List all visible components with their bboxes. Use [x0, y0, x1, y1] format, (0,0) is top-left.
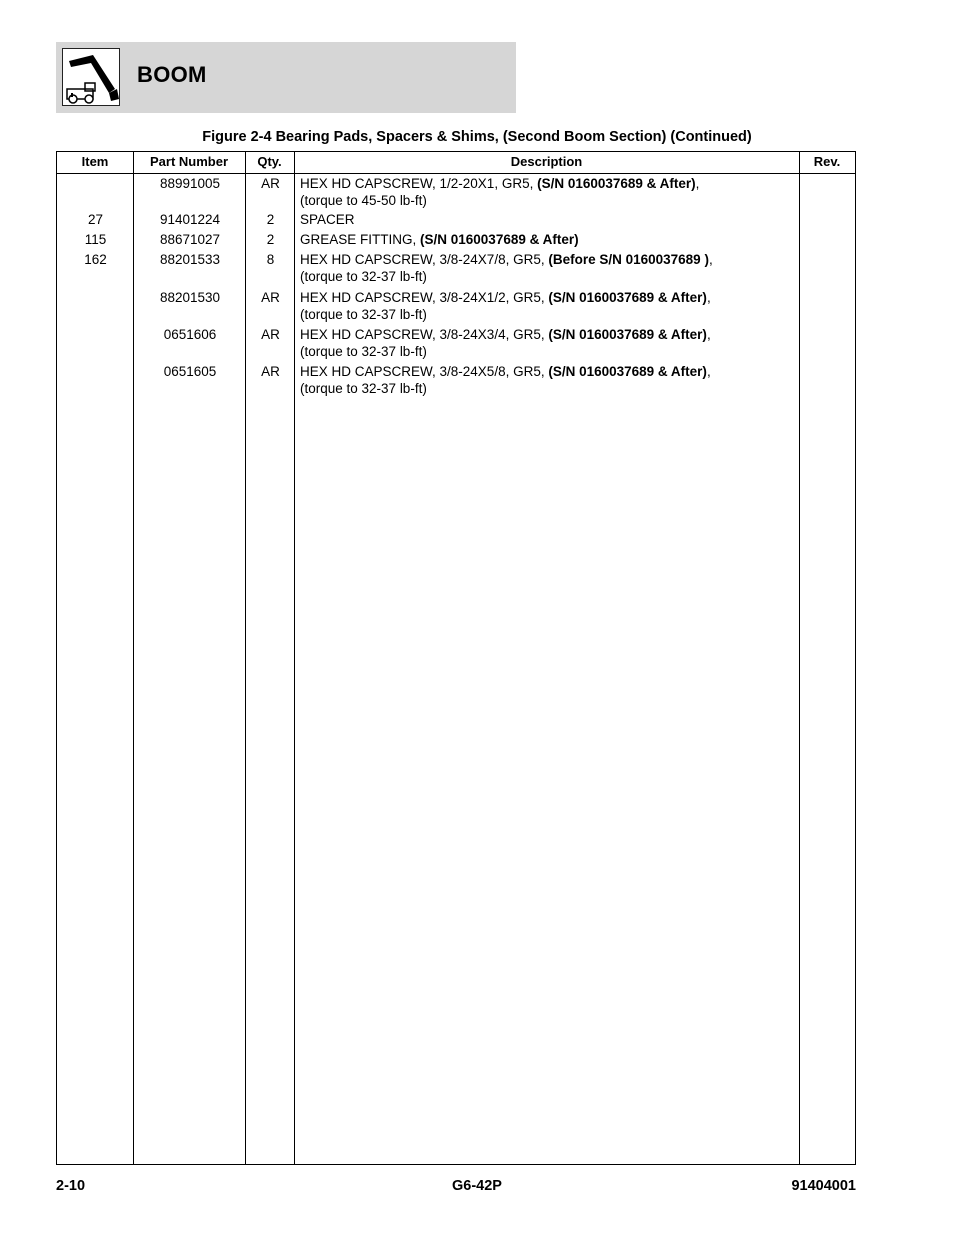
description-cell [300, 326, 800, 360]
qty-cell: 8 [266, 252, 275, 267]
qty-cell: AR [261, 290, 280, 305]
part-number-cell: 0651605 [163, 364, 217, 379]
description-cell [300, 175, 800, 209]
part-number-cell: 91401224 [159, 212, 221, 227]
description-text: HEX HD CAPSCREW, 3/8-24X1/2, GR5, [300, 290, 549, 305]
description-tail: , [695, 176, 700, 191]
telehandler-boom-icon [62, 48, 120, 106]
header-band [56, 42, 516, 113]
description-torque: (torque to 32-37 lb-ft) [300, 381, 427, 396]
document-number: 91404001 [791, 1178, 856, 1194]
part-number-cell: 88201530 [159, 290, 221, 305]
description-serial: (S/N 0160037689 & After) [548, 327, 707, 342]
item-cell: 27 [87, 212, 104, 227]
description-text: GREASE FITTING, [300, 232, 421, 247]
column-header-description: Description [510, 154, 583, 169]
parts-table [56, 151, 856, 1165]
qty-cell: AR [261, 176, 280, 191]
part-number-cell: 88991005 [159, 176, 221, 191]
part-number-cell: 0651606 [163, 327, 217, 342]
qty-cell: AR [261, 364, 280, 379]
description-text: HEX HD CAPSCREW, 1/2-20X1, GR5, [300, 176, 538, 191]
part-number-cell: 88201533 [159, 252, 221, 267]
description-tail: , [706, 290, 711, 305]
description-text: HEX HD CAPSCREW, 3/8-24X5/8, GR5, [300, 364, 549, 379]
item-cell: 162 [84, 252, 107, 267]
description-cell [300, 231, 800, 248]
description-text: SPACER [300, 212, 355, 227]
item-cell: 115 [84, 232, 107, 247]
header-divider [57, 173, 855, 174]
description-text: HEX HD CAPSCREW, 3/8-24X7/8, GR5, [300, 252, 549, 267]
description-tail: , [706, 364, 711, 379]
qty-cell: 2 [266, 232, 275, 247]
description-torque: (torque to 32-37 lb-ft) [300, 269, 427, 284]
column-header-item: Item [81, 154, 109, 169]
model-number: G6-42P [452, 1178, 502, 1194]
description-torque: (torque to 32-37 lb-ft) [300, 307, 427, 322]
part-number-cell: 88671027 [159, 232, 221, 247]
description-serial: (Before S/N 0160037689 ) [548, 252, 709, 267]
description-serial: (S/N 0160037689 & After) [548, 364, 707, 379]
column-header-qty: Qty. [257, 154, 282, 169]
column-header-part-number: Part Number [149, 154, 229, 169]
description-torque: (torque to 32-37 lb-ft) [300, 344, 427, 359]
qty-cell: 2 [266, 212, 275, 227]
description-cell [300, 211, 800, 228]
column-header-rev: Rev. [813, 154, 841, 169]
figure-title: Figure 2-4 Bearing Pads, Spacers & Shims, (Second Boom Section) (Continued) [202, 129, 752, 145]
description-tail: , [706, 327, 711, 342]
description-cell [300, 289, 800, 323]
description-text: HEX HD CAPSCREW, 3/8-24X3/4, GR5, [300, 327, 549, 342]
description-serial: (S/N 0160037689 & After) [537, 176, 696, 191]
description-cell [300, 251, 800, 285]
page-number: 2-10 [56, 1178, 86, 1194]
description-serial: (S/N 0160037689 & After) [548, 290, 707, 305]
description-serial: (S/N 0160037689 & After) [420, 232, 579, 247]
description-torque: (torque to 45-50 lb-ft) [300, 193, 427, 208]
description-cell [300, 363, 800, 397]
qty-cell: AR [261, 327, 280, 342]
section-title: BOOM [137, 62, 207, 87]
description-tail: , [708, 252, 713, 267]
